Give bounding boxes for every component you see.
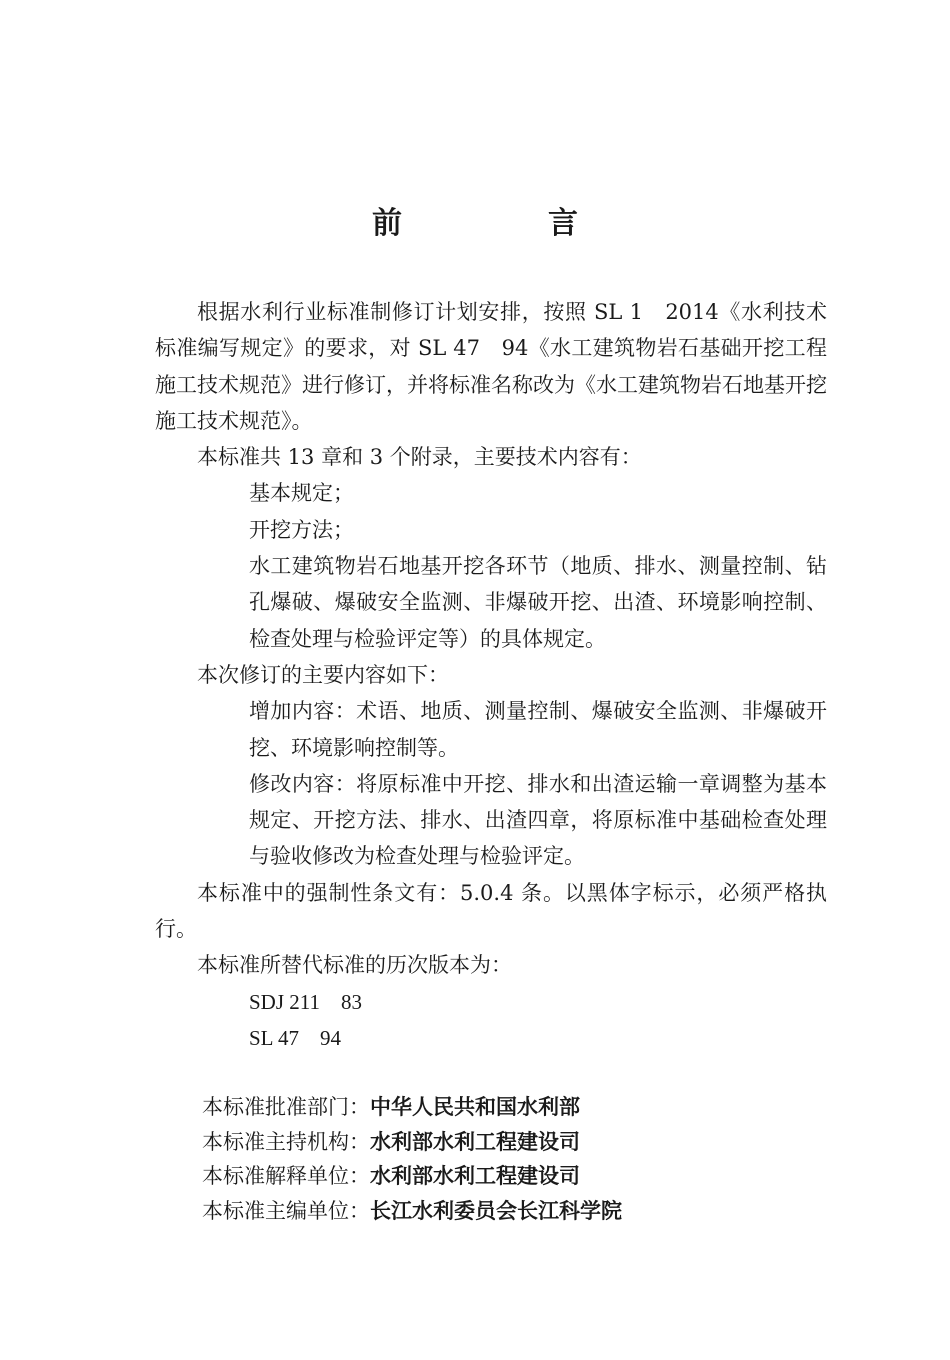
version-item: SDJ 211 83: [249, 989, 362, 1014]
approval-value: 中华人民共和国水利部: [370, 1095, 580, 1119]
approval-value: 水利部水利工程建设司: [370, 1164, 580, 1188]
approval-label: 本标准解释单位：: [202, 1164, 370, 1188]
approval-row: [202, 1159, 622, 1194]
paragraph-mandatory-clauses: 本标准中的强制性条文有：5.0.4 条。以黑体字标示，必须严格执行。: [155, 880, 827, 942]
approval-row: [202, 1125, 622, 1160]
paragraph-revision-basis: 根据水利行业标准制修订计划安排，按照 SL 1 2014《水利技术标准编写规定》的要求，对 SL 47 94《水工建筑物岩石基础开挖工程施工技术规范》进行修订，并将标准名称改为《水工建筑物岩石地基开挖施工技术规范》。: [155, 300, 827, 433]
paragraph-previous-versions: 本标准所替代标准的历次版本为：: [197, 953, 512, 978]
list-item: 修改内容：将原标准中开挖、排水和出渣运输一章调整为基本规定、开挖方法、排水、出渣四章，将原标准中基础检查处理与验收修改为检查处理与检验评定。: [249, 771, 827, 869]
list-item: 基本规定；: [249, 481, 354, 506]
approval-label: 本标准主编单位：: [202, 1198, 370, 1223]
list-item: 增加内容：术语、地质、测量控制、爆破安全监测、非爆破开挖、环境影响控制等。: [249, 699, 827, 760]
approval-label: 本标准批准部门：: [202, 1095, 370, 1119]
list-item: 水工建筑物岩石地基开挖各环节（地质、排水、测量控制、钻孔爆破、爆破安全监测、非爆破开挖、出渣、环境影响控制、检查处理与检验评定等）的具体规定。: [249, 554, 827, 651]
paragraph-revision-intro: 本次修订的主要内容如下：: [197, 662, 449, 687]
approval-value: 水利部水利工程建设司: [370, 1129, 580, 1154]
preface-body: [155, 294, 827, 1056]
approval-row: [202, 1194, 622, 1229]
page-title: 前 言: [372, 206, 636, 241]
approval-label: 本标准主持机构：: [202, 1129, 370, 1154]
paragraph-contents-intro: 本标准共 13 章和 3 个附录，主要技术内容有：: [197, 445, 642, 470]
list-item: 开挖方法；: [249, 517, 354, 542]
version-item: SL 47 94: [249, 1025, 341, 1050]
approval-row: [202, 1090, 622, 1125]
approval-block: [202, 1090, 622, 1228]
approval-value: 长江水利委员会长江科学院: [370, 1198, 622, 1223]
